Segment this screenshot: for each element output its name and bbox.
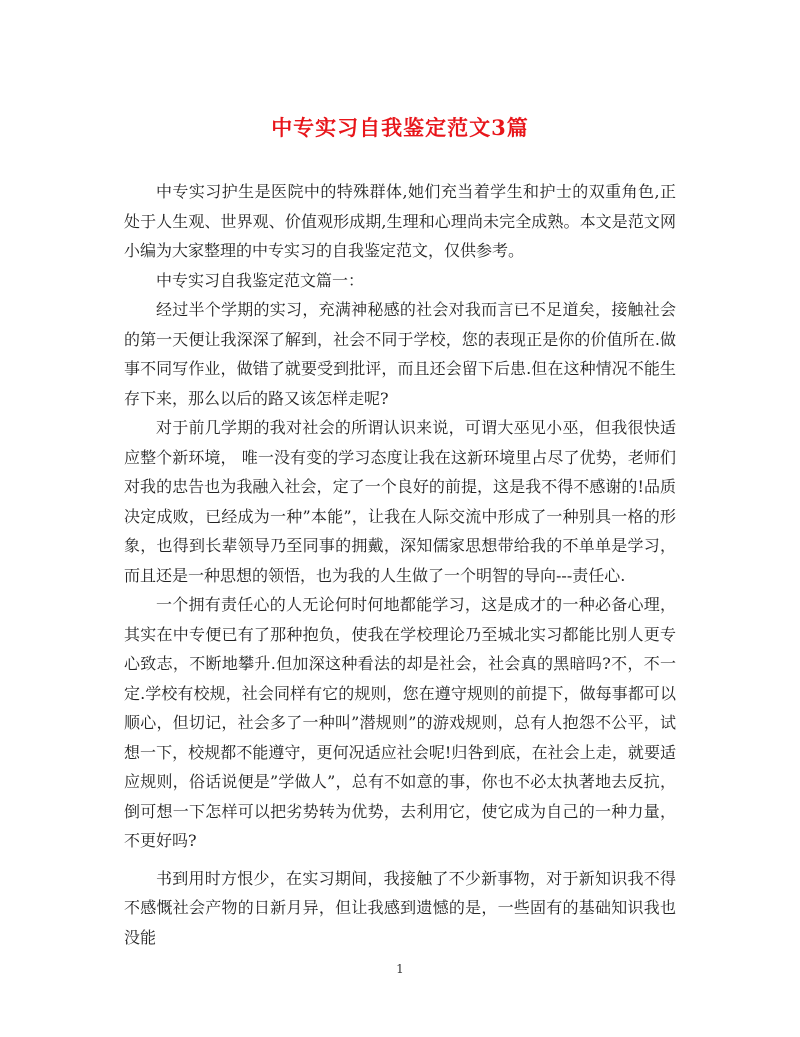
- paragraph: 书到用时方恨少，在实习期间，我接触了不少新事物，对于新知识我不得不感慨社会产物的日新月异，但让我感到遗憾的是，一些固有的基础知识我也没能: [124, 868, 676, 947]
- page-number: 1: [396, 962, 404, 976]
- paragraph-intro: 中专实习护生是医院中的特殊群体,她们充当着学生和护士的双重角色,正处于人生观、世界观、价值观形成期,生理和心理尚未完全成熟。本文是范文网小编为大家整理的中专实习的自我鉴定范文，仅供参考。: [124, 182, 676, 260]
- paragraph: 对于前几学期的我对社会的所谓认识来说，可谓大巫见小巫，但我很快适应整个新环境， 唯一没有变的学习态度让我在这新环境里占尽了优势，老师们对我的忠告也为我融入社会，定了一个良好的前提，这是我不得不感谢的!品质决定成败，已经成为一种”本能”，让我在人际交流中形成了一种别具一格的形象，也得到长辈领导乃至同事的拥戴，深知儒家思想带给我的不单单是学习，而且还是一种思想的领悟，也为我的人生做了一个明智的导向---责任心.: [124, 418, 676, 585]
- document-body: [124, 177, 676, 952]
- paragraph-section-heading: 中专实习自我鉴定范文篇一：: [156, 270, 365, 290]
- paragraph: 经过半个学期的实习，充满神秘感的社会对我而言已不足道矣，接触社会的第一天便让我深深了解到，社会不同于学校，您的表现正是你的价值所在.做事不同写作业，做错了就要受到批评，而且还会留下后患.但在这种情况不能生存下来，那么以后的路又该怎样走呢?: [124, 300, 676, 408]
- paragraph: 一个拥有责任心的人无论何时何地都能学习，这是成才的一种必备心理，其实在中专便已有了那种抱负，使我在学校理论乃至城北实习都能比别人更专心致志，不断地攀升.但加深这种看法的却是社会，社会真的黑暗吗?不，不一定.学校有校规，社会同样有它的规则，您在遵守规则的前提下，做每事都可以顺心，但切记，社会多了一种叫”潜规则”的游戏规则，总有人抱怨不公平，试想一下，校规都不能遵守，更何况适应社会呢!归咎到底，在社会上走，就要适应规则，俗话说便是”学做人”，总有不如意的事，你也不必太执著地去反抗，倒可想一下怎样可以把劣势转为优势，去利用它，使它成为自己的一种力量，不更好吗?: [124, 595, 676, 850]
- page-title: 中专实习自我鉴定范文3篇: [271, 115, 529, 140]
